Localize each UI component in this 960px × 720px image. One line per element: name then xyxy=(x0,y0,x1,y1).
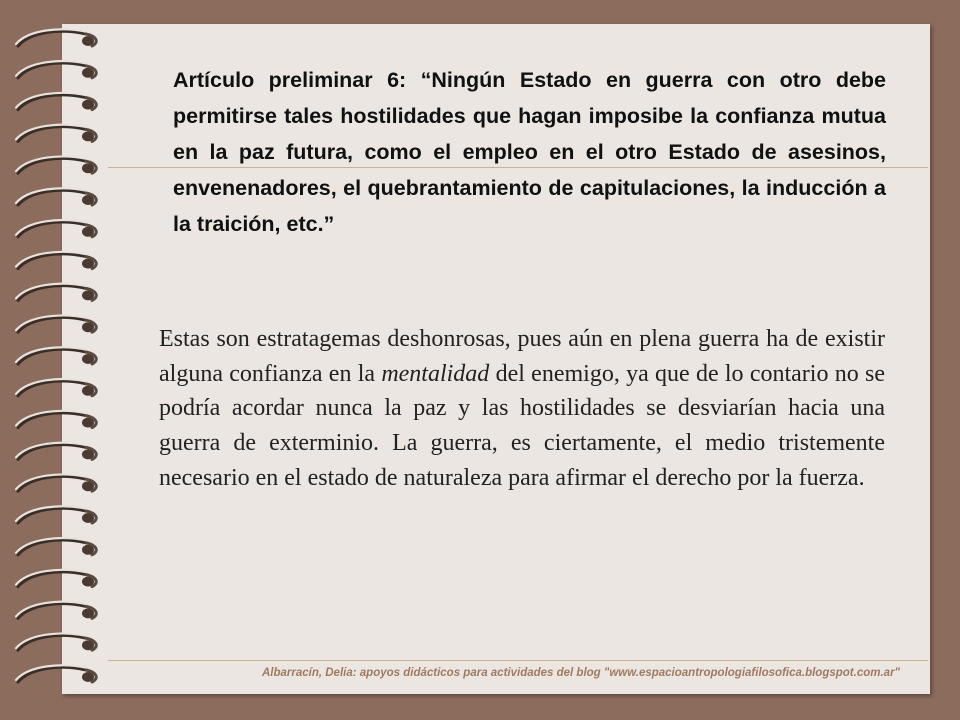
spiral-ring xyxy=(16,284,96,301)
spiral-ring xyxy=(16,443,96,460)
spiral-ring xyxy=(16,93,96,110)
spiral-ring xyxy=(16,665,96,682)
footer-credit: Albarracín, Delia: apoyos didácticos para actividades del blog "www.espacioantropologiafilosofica.blogspot.com.ar" xyxy=(261,667,900,679)
spiral-ring xyxy=(16,379,96,396)
body-text-part-1: Estas son estratagemas deshonrosas, pues aún en plena guerra ha de existir alguna confianza en la xyxy=(159,326,885,387)
spiral-ring xyxy=(16,61,96,78)
article-heading: Artículo preliminar 6: “Ningún Estado en guerra con otro debe permitirse tales hostilidades que hagan imposibe la confianza mutua en la paz futura, como el empleo en el otro Estado de asesinos, envenenadores, el quebrantamiento de capitulaciones, la inducción a la traición, etc.” xyxy=(173,68,886,236)
spiral-ring xyxy=(16,475,96,492)
spiral-ring xyxy=(16,411,96,428)
spiral-ring xyxy=(16,570,96,587)
spiral-ring xyxy=(16,220,96,237)
spiral-ring xyxy=(16,157,96,174)
spiral-ring xyxy=(16,29,96,46)
spiral-ring xyxy=(16,316,96,333)
spiral-ring xyxy=(16,634,96,651)
bottom-divider xyxy=(108,660,928,661)
spiral-ring xyxy=(16,188,96,205)
spiral-ring xyxy=(16,538,96,555)
spiral-ring xyxy=(16,347,96,364)
spiral-ring xyxy=(16,125,96,142)
spiral-binding-icon xyxy=(0,0,110,720)
spiral-ring xyxy=(16,252,96,269)
body-text-part-2: del enemigo, ya que de lo contario no se podría acordar nunca la paz y las hostilidades se desviarían hacia una guerra de exterminio. La guerra, es ciertamente, el medio tristemente necesario en el estado de naturaleza para afirmar el derecho por la fuerza. xyxy=(159,360,885,491)
spiral-ring xyxy=(16,506,96,523)
body-paragraph xyxy=(159,322,885,496)
spiral-ring xyxy=(16,602,96,619)
body-emphasis: mentalidad xyxy=(381,360,490,387)
